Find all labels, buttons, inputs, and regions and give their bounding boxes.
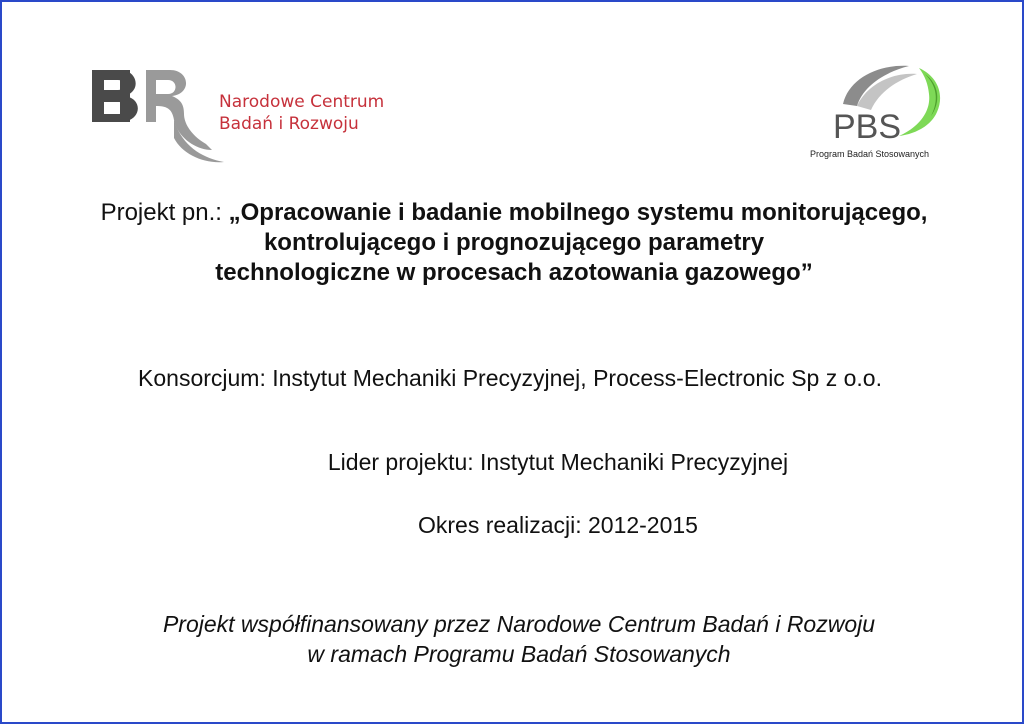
- funding-line2: w ramach Programu Badań Stosowanych: [307, 641, 731, 667]
- funding-line1: Projekt współfinansowany przez Narodowe Centrum Badań i Rozwoju: [162, 611, 876, 637]
- project-title-prefix: Projekt pn.:: [100, 199, 229, 226]
- project-title-line1-text: „Opracowanie i badanie mobilnego systemu monitorującego,: [228, 199, 928, 226]
- ncbr-br-logo-icon: [86, 62, 226, 167]
- project-title-line2: kontrolującego i prognozującego parametry: [263, 229, 765, 256]
- pbs-caption: Program Badań Stosowanych: [810, 149, 930, 159]
- realization-period: Okres realizacji: 2012-2015: [418, 512, 698, 538]
- pbs-logo: [802, 60, 962, 164]
- project-leader: Lider projektu: Instytut Mechaniki Precyzyjnej: [327, 449, 789, 475]
- pbs-mark-text: PBS: [833, 108, 902, 145]
- ncbr-name: [219, 91, 384, 135]
- funding-note: [2, 609, 1024, 669]
- consortium-text: Konsorcjum: Instytut Mechaniki Precyzyjnej, Process-Electronic Sp z o.o.: [138, 365, 882, 391]
- ncbr-logo: [86, 62, 385, 167]
- consortium-info: [2, 364, 1024, 392]
- project-title: [14, 198, 1014, 288]
- ncbr-name-line1: Narodowe Centrum: [219, 92, 385, 112]
- project-title-line1: [14, 198, 1014, 228]
- ncbr-name-line2: Badań i Rozwoju: [219, 114, 359, 134]
- pbs-swoosh-logo-icon: [827, 60, 947, 145]
- project-title-line3: technologiczne w procesach azotowania gazowego”: [215, 259, 813, 286]
